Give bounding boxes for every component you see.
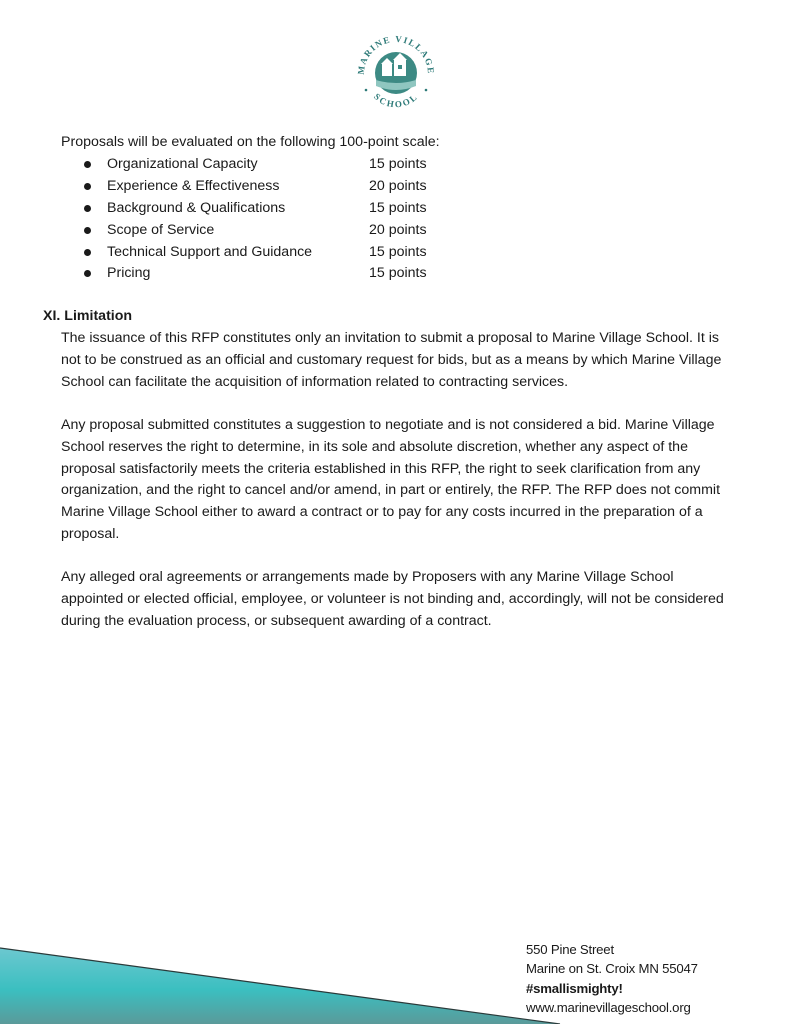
criterion-name: Organizational Capacity	[107, 156, 258, 172]
criterion-name: Pricing	[107, 265, 151, 282]
criterion-points: 15 points	[369, 265, 427, 282]
criterion-name: Scope of Service	[107, 221, 215, 238]
bullet-icon	[84, 205, 91, 212]
footer-tagline: #smallismighty!	[526, 980, 623, 996]
footer-contact	[526, 940, 698, 1018]
section-heading-limitation: XI. Limitation	[43, 308, 133, 324]
criterion-points: 15 points	[369, 199, 427, 216]
logo-bottom-text: SCHOOL	[372, 91, 420, 110]
school-logo	[352, 30, 440, 114]
criterion-name: Background & Qualifications	[107, 199, 286, 216]
limitation-paragraph: Any proposal submitted constitutes a suggestion to negotiate and is not considered a bid. Marine Village School reserves the right to determine, in its sole and absolute discretion, whether any aspect of the proposal satisfactorily meets the criteria established in this RFP, the right to seek clarification from any organization, and the right to cancel and/or amend, in part or entirely, the RFP. The RFP does not commit Marine Village School either to award a contract or to pay for any costs incurred in the preparation of a proposal.	[61, 417, 721, 542]
limitation-paragraph: The issuance of this RFP constitutes only an invitation to submit a proposal to Marine Village School. It is not to be construed as an official and customary request for bids, but as a means by which Marine Village School can facilitate the acquisition of information related to contracting services.	[61, 330, 722, 390]
criterion-points: 20 points	[369, 177, 427, 194]
evaluation-intro: Proposals will be evaluated on the following 100-point scale:	[61, 134, 440, 150]
criterion-points: 20 points	[369, 221, 427, 238]
footer-website-link[interactable]: www.marinevillageschool.org	[526, 1000, 691, 1016]
criterion-points: 15 points	[369, 156, 427, 172]
bullet-icon	[84, 249, 91, 256]
limitation-paragraph: Any alleged oral agreements or arrangements made by Proposers with any Marine Village School appointed or elected official, employee, or volunteer is not binding and, accordingly, will not be considered during the evaluation process, or subsequent awarding of a contract.	[61, 569, 724, 629]
bullet-icon	[84, 270, 91, 277]
criterion-points: 15 points	[369, 243, 427, 260]
criterion-name: Experience & Effectiveness	[107, 177, 280, 194]
bullet-icon	[84, 161, 91, 168]
bullet-icon	[84, 227, 91, 234]
footer-address-line1: 550 Pine Street	[526, 942, 614, 957]
bullet-icon	[84, 183, 91, 190]
logo-emblem-icon	[352, 30, 440, 114]
criterion-name: Technical Support and Guidance	[107, 243, 313, 260]
logo-top-text: MARINE VILLAGE	[355, 33, 437, 76]
footer-address-line2: Marine on St. Croix MN 55047	[526, 961, 698, 977]
